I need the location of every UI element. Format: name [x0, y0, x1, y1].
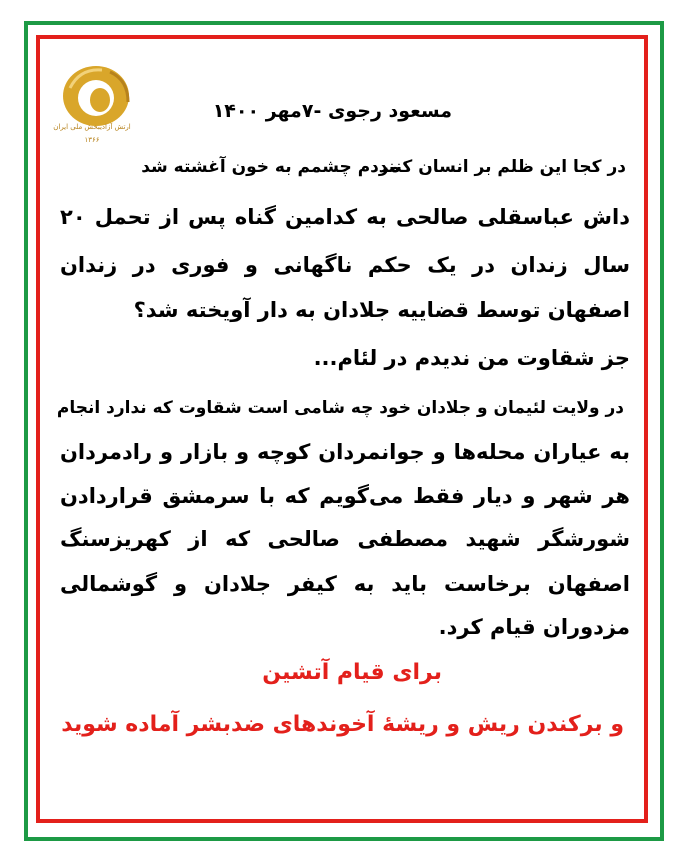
body-line-5: به عیاران محله‌ها و جوانمردان کوچه و بازار و رادمردان: [60, 440, 630, 464]
subtitle-left-verse: در کجا این ظلم بر انسان کنند: [378, 157, 626, 177]
body-line-4: جز شقاوت من ندیدم در لئام...: [313, 346, 630, 370]
author-date: مسعود رجوی -۷مهر ۱۴۰۰: [212, 100, 452, 122]
body-line-1: داش عباسقلی صالحی به کدامین گناه پس از تحمل ۲۰: [60, 205, 630, 229]
body-line-2: سال زندان در یک حکم ناگهانی و فوری در زندان: [60, 253, 630, 277]
call-to-action-line-2: و برکندن ریش و ریشهٔ آخوندهای ضدبشر آماده شوید: [61, 712, 624, 737]
subtitle-right-verse: مردم چشمم به خون آغشته شد: [141, 157, 400, 177]
body-line-6: هر شهر و دیار فقط می‌گویم که با سرمشق قراردادن: [60, 484, 630, 508]
logo-caption: ارتش آزادیبخش ملی ایران: [53, 123, 131, 131]
logo-year: ۱۳۶۶: [84, 136, 100, 144]
call-to-action-line-1: برای قیام آتشین: [262, 660, 442, 685]
inner-red-border: [36, 35, 648, 823]
body-line-8: اصفهان برخاست باید به کیفر جلادان و گوشمالی: [60, 572, 630, 596]
body-line-3: اصفهان توسط قضاییه جلادان به دار آویخته شد؟: [133, 298, 630, 322]
body-line-9: مزدوران قیام کرد.: [438, 615, 630, 639]
highlight-line: در ولایت لئیمان و جلادان خود چه شامی است شقاوت که ندارد انجام: [56, 398, 624, 418]
body-line-7: شورشگر شهید مصطفی صالحی که از کهریزسنگ: [60, 527, 630, 551]
